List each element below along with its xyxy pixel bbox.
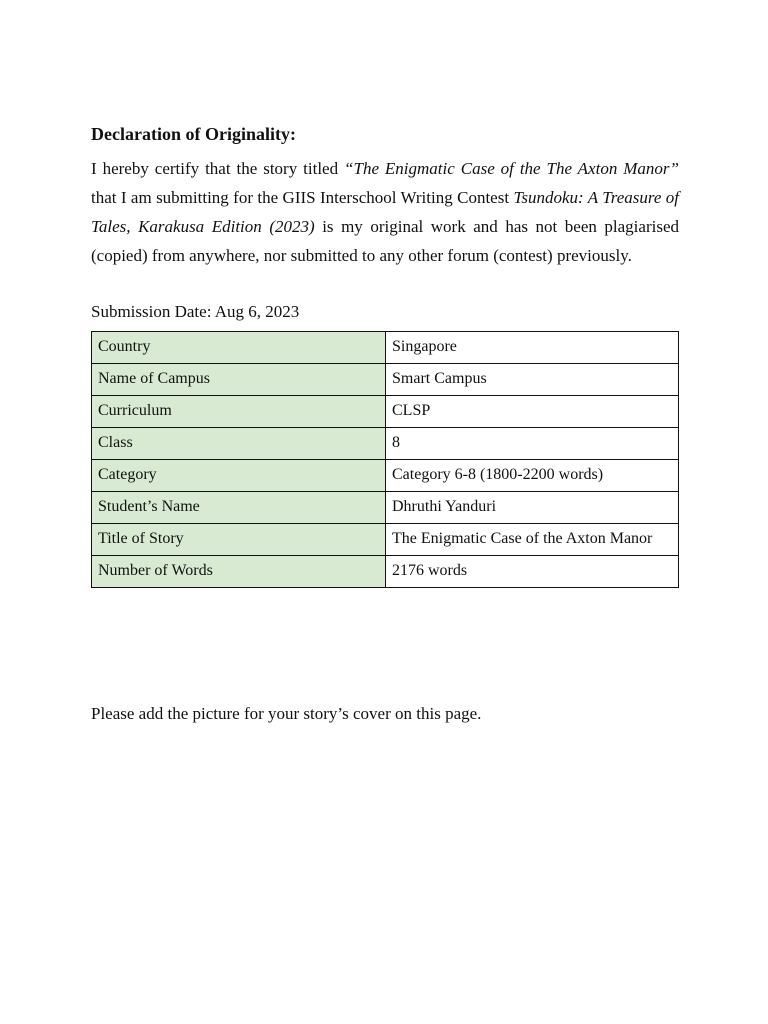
declaration-heading: Declaration of Originality: xyxy=(91,124,296,144)
story-title-quoted: “The Enigmatic Case of the The Axton Manor” xyxy=(344,159,679,178)
paragraph-text-1: I hereby certify that the story titled xyxy=(91,159,345,178)
row-label: Number of Words xyxy=(92,556,386,588)
row-label: Name of Campus xyxy=(92,364,386,396)
contest-name: Tsundoku: A Treasure of Tales, Karakusa Edition (2023) xyxy=(91,188,680,236)
table-row xyxy=(92,460,679,492)
row-value: The Enigmatic Case of the Axton Manor xyxy=(386,524,679,556)
cover-picture-note: Please add the picture for your story’s cover on this page. xyxy=(91,704,482,723)
row-label: Curriculum xyxy=(92,396,386,428)
table-row xyxy=(92,396,679,428)
table-row xyxy=(92,492,679,524)
table-row xyxy=(92,428,679,460)
table-row xyxy=(92,332,679,364)
row-label: Title of Story xyxy=(92,524,386,556)
table-row xyxy=(92,556,679,588)
submission-date: Submission Date: Aug 6, 2023 xyxy=(91,302,300,321)
declaration-section xyxy=(91,120,679,588)
table-row xyxy=(92,524,679,556)
paragraph-text-2: that I am submitting for the GIIS Interschool Writing Contest xyxy=(91,188,514,207)
row-value: Singapore xyxy=(386,332,679,364)
row-value: Category 6-8 (1800-2200 words) xyxy=(386,460,679,492)
declaration-paragraph xyxy=(91,154,679,270)
row-value: 2176 words xyxy=(386,556,679,588)
row-label: Category xyxy=(92,460,386,492)
submission-info-table xyxy=(91,331,679,588)
row-value: 8 xyxy=(386,428,679,460)
table-row xyxy=(92,364,679,396)
row-label: Class xyxy=(92,428,386,460)
row-value: Dhruthi Yanduri xyxy=(386,492,679,524)
row-label: Country xyxy=(92,332,386,364)
row-label: Student’s Name xyxy=(92,492,386,524)
row-value: CLSP xyxy=(386,396,679,428)
row-value: Smart Campus xyxy=(386,364,679,396)
paragraph-text-3: is my original work and has not been plagiarised (copied) from anywhere, nor submitted to any other forum (contest) previously. xyxy=(91,217,679,265)
